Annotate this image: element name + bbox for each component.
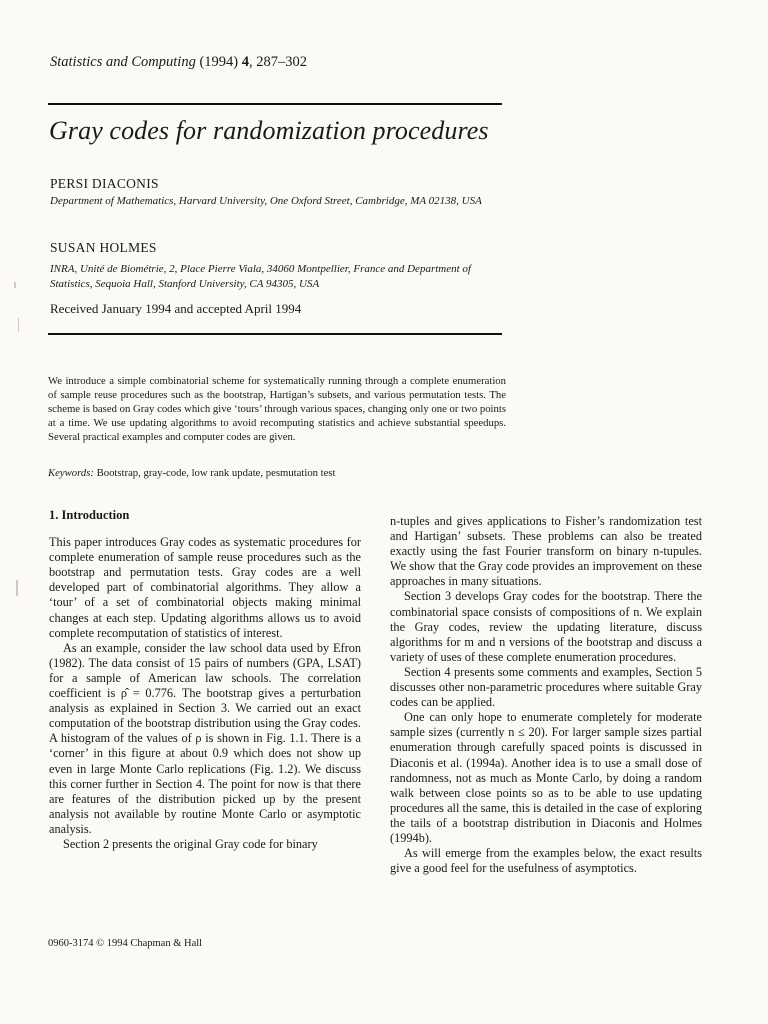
left-column (49, 508, 361, 852)
journal-volume: 4 (241, 54, 249, 70)
copyright-footer: 0960-3174 © 1994 Chapman & Hall (48, 938, 203, 949)
paragraph: This paper introduces Gray codes as systematic procedures for complete enumeration of sample reuse procedures such as the bootstrap and permutation tests. Gray codes are a well developed part of combinatorial algorithms. They allow a ‘tour’ of a set of combinatorial objects making minimal changes at each step. Updating algorithms allows us to avoid complete recomputation of statistics of interest. (49, 535, 361, 640)
header-rule (48, 103, 502, 105)
journal-year: (1994) (195, 54, 242, 70)
paragraph: n-tuples and gives applications to Fisher’s randomization test and Hartigan’ subsets. These problems can also be treated exactly using the fast Fourier transform on binary n-tupules. We show that the Gray code provides an improvement on these approaches in many situations. (390, 514, 702, 589)
paragraph: Section 3 develops Gray codes for the bootstrap. There the combinatorial space consists of compositions of n. We explain the Gray codes, review the updating literature, discuss algorithms for m and n versions of the bootstrap and discuss a variety of uses of these complete enumeration procedures. (390, 589, 702, 664)
paper-title: Gray codes for randomization procedures (49, 116, 489, 145)
author-affiliation-2: INRA, Unité de Biométrie, 2, Place Pierre Viala, 34060 Montpellier, France and Department of Statistics, Sequoia Hall, Stanford University, CA 94305, USA (50, 263, 471, 290)
keywords (48, 467, 506, 479)
paragraph: As an example, consider the law school data used by Efron (1982). The data consist of 15 pairs of numbers (GPA, LSAT) for a sample of American law schools. The correlation coefficient is ρ̂ = 0.776. The bootstrap gives a perturbation analysis as explained in Section 3. We carried out an exact computation of the bootstrap distribution using the Gray codes. A histogram of the values of ρ is shown in Fig. 1.1. There is a ‘corner’ in this figure at about 0.9 which does not show up even in large Monte Carlo replications (Fig. 1.2). We discuss this corner further in Section 4. The point for now is that there are features of the distribution picked up by the present analysis not available by routine Monte Carlo or asymptotic analysis. (49, 640, 361, 836)
keywords-label: Keywords: (48, 467, 94, 479)
paragraph: Section 4 presents some comments and examples, Section 5 discusses other non-parametric procedures where suitable Gray codes can be applied. (390, 664, 702, 710)
journal-name: Statistics and Computing (50, 54, 196, 70)
scan-mark (14, 282, 16, 288)
paragraph: As will emerge from the examples below, the exact results give a good feel for the usefulness of asymptotics. (390, 846, 702, 876)
abstract-rule (48, 333, 502, 335)
abstract: We introduce a simple combinatorial scheme for systematically running through a complete enumeration of sample reuse procedures such as the bootstrap, Hartigan’s subsets, and various permutation tests. The scheme is based on Gray codes which give ‘tours’ through various spaces, changing only one or two points at a time. We use updating algorithms to avoid recomputing statistics and achieve substantial speedups. Several practical examples and computer codes are given. (48, 375, 506, 443)
author-affiliation-1: Department of Mathematics, Harvard University, One Oxford Street, Cambridge, MA 02138, USA (50, 195, 482, 207)
paragraph: Section 2 presents the original Gray code for binary (63, 836, 318, 851)
journal-citation (50, 54, 307, 71)
keywords-text: Bootstrap, gray-code, low rank update, pesmutation test (93, 467, 336, 479)
journal-pages: , 287–302 (249, 54, 307, 70)
author-name-2: SUSAN HOLMES (50, 240, 157, 255)
scan-mark (16, 580, 18, 596)
paragraph: One can only hope to enumerate completely for moderate sample sizes (currently n ≤ 20). For larger sample sizes partial enumeration through carefully spaced points is discussed in Diaconis et al. (1994a). Another idea is to use a small dose of randomness, not as much as Monte Carlo, by doing a random walk between close points so as to be able to use updating procedures all the same, this is detailed in the case of exploring the tails of a bootstrap distribution in Diaconis and Holmes (1994b). (390, 710, 702, 845)
section-heading: 1. Introduction (49, 508, 130, 522)
received-date: Received January 1994 and accepted April 1994 (50, 301, 302, 316)
scan-mark (18, 318, 19, 332)
author-name-1: PERSI DIACONIS (50, 176, 159, 191)
right-column (390, 514, 702, 876)
